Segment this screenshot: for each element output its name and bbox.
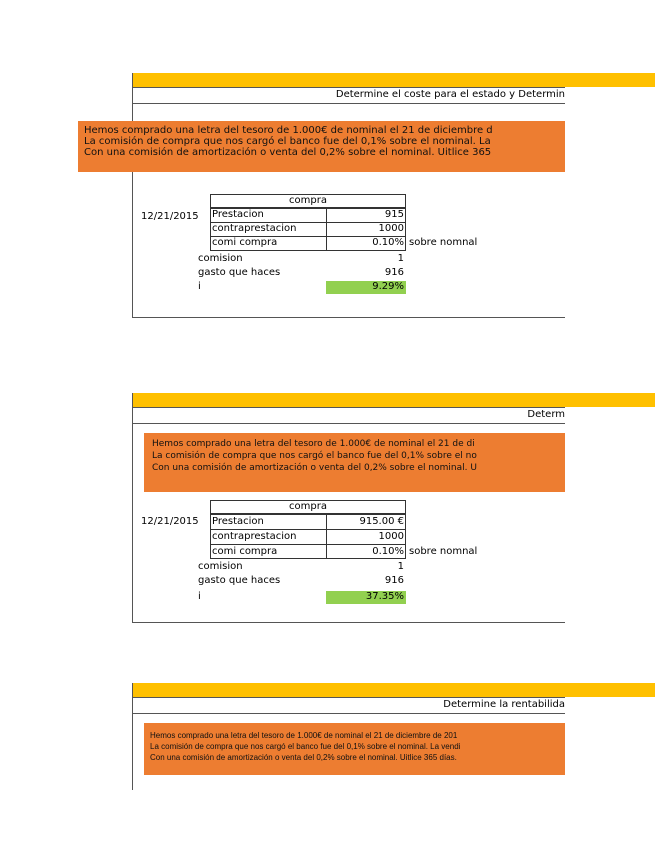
sheet2-result-value: 37.35% (365, 591, 404, 602)
sheet1-problem-line: Con una comisión de amortización o venta del 0,2% sobre el nominal. Uitlice 365 (84, 147, 492, 158)
sheet2-row-note: sobre nomnal (409, 546, 478, 557)
sheet1-divider-title (132, 103, 565, 104)
sheet2-row-label: i (198, 591, 201, 602)
sheet2-row-divider (210, 529, 406, 530)
sheet3-problem-box (144, 723, 565, 775)
sheet1-row-value: 916 (384, 267, 404, 278)
sheet2-row-value: 1000 (378, 531, 404, 542)
sheet2-row-value: 916 (384, 575, 404, 586)
sheet1-problem-line: Hemos comprado una letra del tesoro de 1.000€ de nominal el 21 de diciembre d (84, 125, 493, 136)
sheet1-row-label: contraprestacion (212, 223, 297, 234)
sheet2-header-label: compra (289, 501, 327, 512)
sheet3-header-bar (132, 683, 655, 697)
sheet1-header-bar (132, 73, 655, 87)
sheet2-problem-line: La comisión de compra que nos cargó el banco fue del 0,1% sobre el no (152, 451, 477, 461)
sheet2-divider-title (132, 423, 565, 424)
sheet2-row-label: comi compra (212, 546, 278, 557)
sheet1-row-label: gasto que haces (198, 267, 281, 278)
sheet1-result-value: 9.29% (372, 281, 404, 292)
sheet1-title: Determine el coste para el estado y Determin (335, 89, 565, 100)
sheet2-row-label: gasto que haces (198, 575, 281, 586)
sheet1-row-value: 0.10% (372, 237, 404, 248)
sheet2-problem-line: Con una comisión de amortización o venta del 0,2% sobre el nominal. U (152, 463, 477, 473)
sheet3-divider-top (132, 697, 565, 698)
sheet2-row-label: comision (198, 561, 243, 572)
sheet2-row-label: Prestacion (212, 516, 264, 527)
sheet3-problem-line: La comisión de compra que nos cargó el banco fue del 0,1% sobre el nominal. La vendi (150, 742, 461, 751)
sheet3-divider-title (132, 713, 565, 714)
sheet1-row-value: 1000 (378, 223, 404, 234)
sheet2-header-bar (132, 393, 655, 407)
sheet1-row-label: Prestacion (212, 209, 264, 220)
sheet1-row-note: sobre nomnal (409, 237, 478, 248)
sheet2-divider-bottom (132, 622, 565, 623)
sheet1-problem-line: La comisión de compra que nos cargó el banco fue del 0,1% sobre el nominal. La (84, 136, 491, 147)
sheet1-row-label: comi compra (212, 237, 278, 248)
sheet1-row-label: comision (198, 253, 243, 264)
sheet2-title: Determ (527, 409, 565, 420)
sheet2-row-divider (210, 544, 406, 545)
sheet1-divider-top (132, 87, 565, 88)
sheet2-date: 12/21/2015 (141, 516, 199, 527)
sheet1-divider-bottom (132, 317, 565, 318)
sheet2-problem-line: Hemos comprado una letra del tesoro de 1.000€ de nominal el 21 de di (152, 439, 475, 449)
sheet3-title: Determine la rentabilida (443, 699, 565, 710)
sheet1-problem-box (78, 121, 565, 172)
sheet2-left-border (132, 393, 133, 623)
sheet2-row-value: 915.00 € (359, 516, 404, 527)
sheet2-row-value: 0.10% (372, 546, 404, 557)
sheet3-problem-line: Hemos comprado una letra del tesoro de 1.000€ de nominal el 21 de diciembre de 201 (150, 731, 458, 740)
sheet1-row-label: i (198, 281, 201, 292)
sheet1-row-value: 1 (397, 253, 404, 264)
sheet2-row-label: contraprestacion (212, 531, 297, 542)
sheet3-problem-line: Con una comisión de amortización o venta del 0,2% sobre el nominal. Uitlice 365 días. (150, 753, 457, 762)
sheet1-date: 12/21/2015 (141, 211, 199, 222)
sheet2-row-value: 1 (397, 561, 404, 572)
sheet1-row-value: 915 (384, 209, 404, 220)
sheet2-problem-box (144, 433, 565, 492)
sheet2-divider-top (132, 407, 565, 408)
sheet1-left-border (132, 73, 133, 318)
sheet1-header-label: compra (289, 195, 327, 206)
